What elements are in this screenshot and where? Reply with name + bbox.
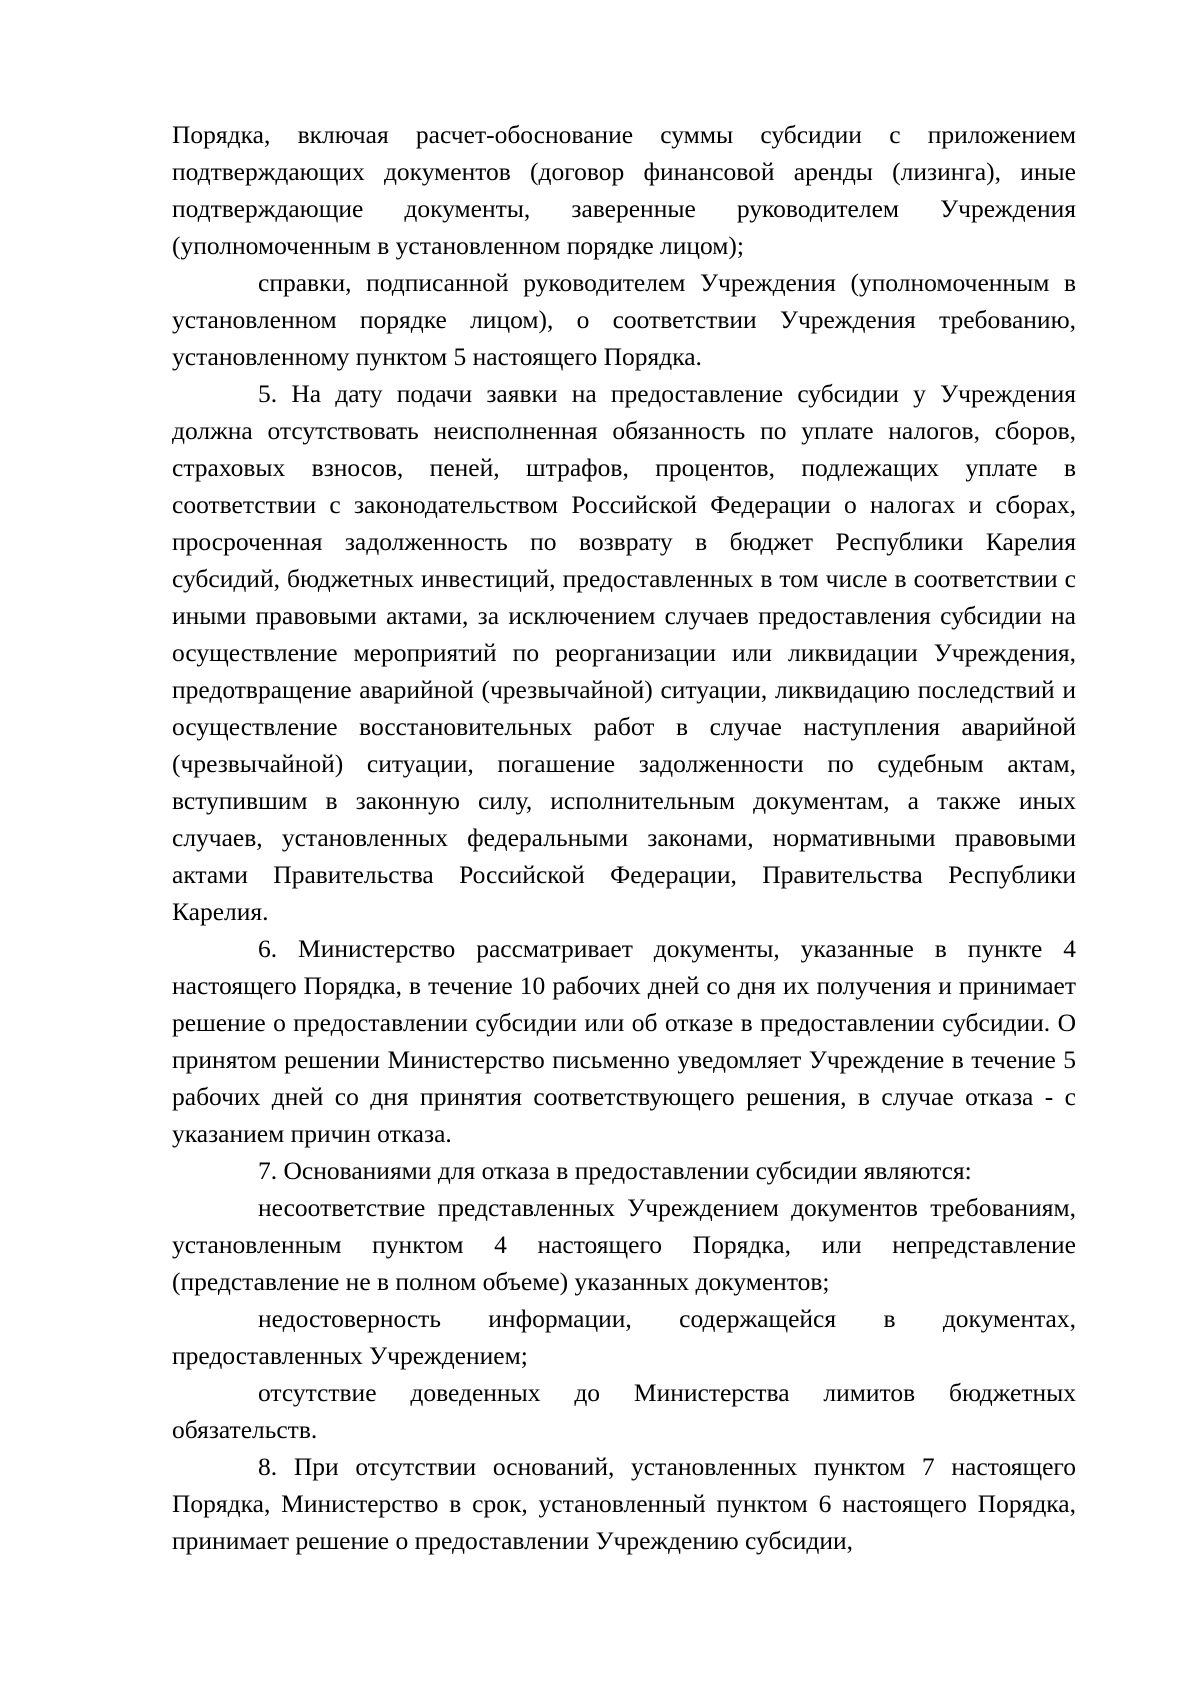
paragraph: несоответствие представленных Учреждением документов требованиям, установленным пунктом 4 настоящего Порядка, или непредставление (представление не в полном объеме) указанных документов; (172, 1193, 1076, 1296)
paragraph: 6. Министерство рассматривает документы, указанные в пункте 4 настоящего Порядка, в течение 10 рабочих дней со дня их получения и принимает решение о предоставлении субсидии или об отказе в предоставлении субсидии. О принятом решении Министерство письменно уведомляет Учреждение в течение 5 рабочих дней со дня принятия соответствующего решения, в случае отказа - с указанием причин отказа. (172, 934, 1076, 1148)
paragraph: справки, подписанной руководителем Учреждения (уполномоченным в установленном порядке лицом), о соответствии Учреждения требованию, установленному пунктом 5 настоящего Порядка. (172, 268, 1076, 371)
document-body (172, 116, 1076, 1559)
paragraph: отсутствие доведенных до Министерства лимитов бюджетных обязательств. (172, 1378, 1076, 1444)
paragraph: Порядка, включая расчет-обоснование суммы субсидии с приложением подтверждающих документов (договор финансовой аренды (лизинга), иные подтверждающие документы, заверенные руководителем Учреждения (уполномоченным в установленном порядке лицом); (172, 120, 1076, 260)
paragraph: 7. Основаниями для отказа в предоставлении субсидии являются: (258, 1156, 972, 1185)
paragraph: недостоверность информации, содержащейся в документах, предоставленных Учреждением; (172, 1304, 1076, 1370)
paragraph: 5. На дату подачи заявки на предоставление субсидии у Учреждения должна отсутствовать неисполненная обязанность по уплате налогов, сборов, страховых взносов, пеней, штрафов, процентов, подлежащих уплате в соответствии с законодательством Российской Федерации о налогах и сборах, просроченная задолженность по возврату в бюджет Республики Карелия субсидий, бюджетных инвестиций, предоставленных в том числе в соответствии с иными правовыми актами, за исключением случаев предоставления субсидии на осуществление мероприятий по реорганизации или ликвидации Учреждения, предотвращение аварийной (чрезвычайной) ситуации, ликвидацию последствий и осуществление восстановительных работ в случае наступления аварийной (чрезвычайной) ситуации, погашение задолженности по судебным актам, вступившим в законную силу, исполнительным документам, а также иных случаев, установленных федеральными законами, нормативными правовыми актами Правительства Российской Федерации, Правительства Республики Карелия. (172, 379, 1076, 926)
paragraph: 8. При отсутствии оснований, установленных пунктом 7 настоящего Порядка, Министерство в срок, установленный пунктом 6 настоящего Порядка, принимает решение о предоставлении Учреждению субсидии, (172, 1452, 1076, 1555)
